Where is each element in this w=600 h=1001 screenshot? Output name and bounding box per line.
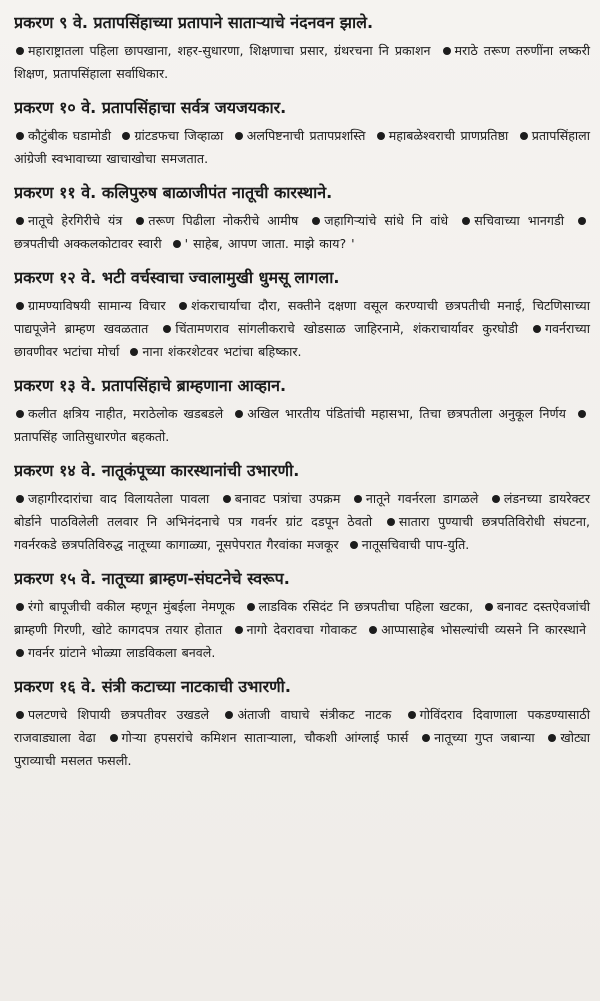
chapter-summary: [14, 595, 590, 664]
chapter-heading: प्रकरण १३ वे. प्रतापसिंहाचे ब्राम्हणाना आव्हान.: [14, 376, 287, 395]
bullet-icon: [110, 734, 118, 742]
summary-item: अंताजी वाघाचे संत्रीकट नाटक: [223, 707, 395, 722]
bullet-icon: [377, 132, 385, 140]
summary-item: सचिवाच्या भानगडी: [460, 213, 568, 228]
summary-item: जहागिऱ्यांचे सांधे नि वांधे: [310, 213, 452, 228]
summary-item: आप्पासाहेब भोसल्यांची व्यसने नि कारस्थाने: [367, 622, 590, 637]
summary-item: नाना शंकरशेटवर भटांचा बहिष्कार.: [128, 344, 305, 359]
bullet-icon: [16, 132, 24, 140]
chapter-heading: प्रकरण १२ वे. भटी वर्चस्वाचा ज्वालामुखी धुमसू लागला.: [14, 268, 340, 287]
summary-item: ग्रांटडफचा जिव्हाळा: [120, 128, 227, 143]
summary-item: छत्रपतीची अक्कलकोटावर स्वारी: [14, 213, 590, 251]
chapter-10: [14, 97, 590, 170]
summary-item: नातूचे हेरगिरीचे यंत्र: [14, 213, 126, 228]
bullet-icon: [16, 603, 24, 611]
summary-item: बनावट पत्रांचा उपक्रम: [221, 491, 345, 506]
bullet-icon: [136, 217, 144, 225]
bullet-icon: [235, 132, 243, 140]
bullet-icon: [235, 410, 243, 418]
summary-item: लंडनच्या डायरेक्टर बोर्डाने पाठविलेली तलवार नि अभिनंदनाचे पत्र गवर्नर ग्रांट दडपून ठेवतो: [14, 491, 590, 529]
summary-item: नातूसचिवाची पाप-युति.: [348, 537, 474, 552]
bullet-icon: [369, 626, 377, 634]
summary-item: चिंतामणराव सांगलीकराचे खोडसाळ जाहिरनामे, शंकराचार्यावर कुरघोडी: [161, 321, 522, 336]
chapter-16: [14, 676, 590, 772]
summary-item: बनावट दस्तऐवजांची ब्राम्हणी गिरणी, खोटे कागदपत्र तयार होतात: [14, 599, 590, 637]
summary-item: नागो देवरावचा गोवाकट: [233, 622, 361, 637]
chapter-summary: [14, 39, 590, 85]
summary-item: गोविंदराव दिवाणाला पकडण्यासाठी राजवाड्याला वेढा: [14, 707, 590, 745]
chapter-summary: [14, 487, 590, 556]
bullet-icon: [548, 734, 556, 742]
chapter-heading: प्रकरण १४ वे. नातूकंपूच्या कारस्थानांची उभारणी.: [14, 461, 300, 480]
bullet-icon: [422, 734, 430, 742]
bullet-icon: [533, 325, 541, 333]
chapter-13: [14, 375, 590, 448]
summary-item: अलपिष्टनाची प्रतापप्रशस्ति: [233, 128, 370, 143]
bullet-icon: [485, 603, 493, 611]
chapter-12: [14, 267, 590, 363]
chapter-heading: प्रकरण १० वे. प्रतापसिंहाचा सर्वत्र जयजयकार.: [14, 98, 287, 117]
bullet-icon: [163, 325, 171, 333]
chapter-11: [14, 182, 590, 255]
bullet-icon: [179, 302, 187, 310]
bullet-icon: [462, 217, 470, 225]
bullet-icon: [235, 626, 243, 634]
summary-item: नातूने गवर्नरला डागळले: [352, 491, 483, 506]
bullet-icon: [520, 132, 528, 140]
summary-item: प्रतापसिंहाला आंग्रेजी स्वभावाच्या खाचाखोचा समजतात.: [14, 128, 590, 166]
chapter-14: [14, 460, 590, 556]
summary-item: प्रतापसिंह जातिसुधारणेत बहकतो.: [14, 406, 590, 444]
bullet-icon: [312, 217, 320, 225]
bullet-icon: [16, 711, 24, 719]
summary-item: पलटणचे शिपायी छत्रपतीवर उखडले: [14, 707, 213, 722]
bullet-icon: [16, 47, 24, 55]
chapter-summary: [14, 124, 590, 170]
chapter-heading: प्रकरण ११ वे. कलिपुरुष बाळाजीपंत नातूची कारस्थाने.: [14, 183, 333, 202]
summary-item: कलीत क्षत्रिय नाहीत, मराठेलोक खडबडले: [14, 406, 227, 421]
bullet-icon: [387, 518, 395, 526]
summary-item: कौटुंबीक घडामोडी: [14, 128, 115, 143]
summary-item: रंगो बापूजीची वकील म्हणून मुंबईला नेमणूक: [14, 599, 239, 614]
summary-item: महाबळेश्वराची प्राणप्रतिष्ठा: [375, 128, 513, 143]
summary-item: गोऱ्या हपसरांचे कमिशन साताऱ्याला, चौकशी आंग्लाई फार्स: [108, 730, 413, 745]
bullet-icon: [130, 348, 138, 356]
bullet-icon: [578, 410, 586, 418]
bullet-icon: [350, 541, 358, 549]
bullet-icon: [443, 47, 451, 55]
summary-item: नातूच्या गुप्त जबान्या: [420, 730, 539, 745]
summary-item: महाराष्ट्रातला पहिला छापखाना, शहर-सुधारणा, शिक्षणाचा प्रसार, ग्रंथरचना नि प्रकाशन: [14, 43, 435, 58]
summary-item: मराठे तरूण तरुणींना लष्करी शिक्षण, प्रतापसिंहाला सर्वाधिकार.: [14, 43, 590, 81]
bullet-icon: [173, 240, 181, 248]
summary-item: लाडविक रसिदंट नि छत्रपतीचा पहिला खटका,: [245, 599, 478, 614]
chapter-summary: [14, 402, 590, 448]
summary-item: ग्रामण्याविषयी सामान्य विचार: [14, 298, 170, 313]
chapter-summary: [14, 209, 590, 255]
summary-item: खोट्या पुराव्याची मसलत फसली.: [14, 730, 590, 768]
summary-item: सातारा पुण्याची छत्रपतिविरोधी संघटना, गवर्नरकडे छत्रपतिविरुद्ध नातूच्या कागाळ्या, नूसपेपरात गैरवांका मजकूर: [14, 514, 590, 552]
bullet-icon: [354, 495, 362, 503]
summary-item: शंकराचार्याचा दौरा, सक्तीने दक्षणा वसूल करण्याची छत्रपतीची मनाई, चिटणिसाच्या पाद्यपूजेने ब्राम्हण खवळतात: [14, 298, 590, 336]
summary-item: अखिल भारतीय पंडितांची महासभा, तिचा छत्रपतीला अनुकूल निर्णय: [233, 406, 570, 421]
bullet-icon: [223, 495, 231, 503]
bullet-icon: [16, 649, 24, 657]
bullet-icon: [578, 217, 586, 225]
summary-item: तरूण पिढीला नोकरीचे आमीष: [134, 213, 302, 228]
bullet-icon: [492, 495, 500, 503]
bullet-icon: [16, 495, 24, 503]
chapter-summary: [14, 294, 590, 363]
chapter-summary: [14, 703, 590, 772]
summary-item: गवर्नर ग्रांटाने भोळ्या लाडविकला बनवले.: [14, 645, 219, 660]
bullet-icon: [247, 603, 255, 611]
chapter-heading: प्रकरण १५ वे. नातूच्या ब्राम्हण-संघटनेचे स्वरूप.: [14, 569, 290, 588]
chapter-9: [14, 12, 590, 85]
bullet-icon: [16, 302, 24, 310]
bullet-icon: [122, 132, 130, 140]
summary-item: ' साहेब, आपण जाता. माझे काय? ': [171, 236, 359, 251]
chapter-15: [14, 568, 590, 664]
summary-item: जहागीरदारांचा वाद विलायतेला पावला: [14, 491, 213, 506]
bullet-icon: [408, 711, 416, 719]
bullet-icon: [225, 711, 233, 719]
chapter-heading: प्रकरण ९ वे. प्रतापसिंहाच्या प्रतापाने साताऱ्याचे नंदनवन झाले.: [14, 13, 374, 32]
summary-item: गवर्नराच्या छावणीवर भटांचा मोर्चा: [14, 321, 591, 359]
bullet-icon: [16, 410, 24, 418]
chapter-heading: प्रकरण १६ वे. संत्री कटाच्या नाटकाची उभारणी.: [14, 677, 291, 696]
bullet-icon: [16, 217, 24, 225]
